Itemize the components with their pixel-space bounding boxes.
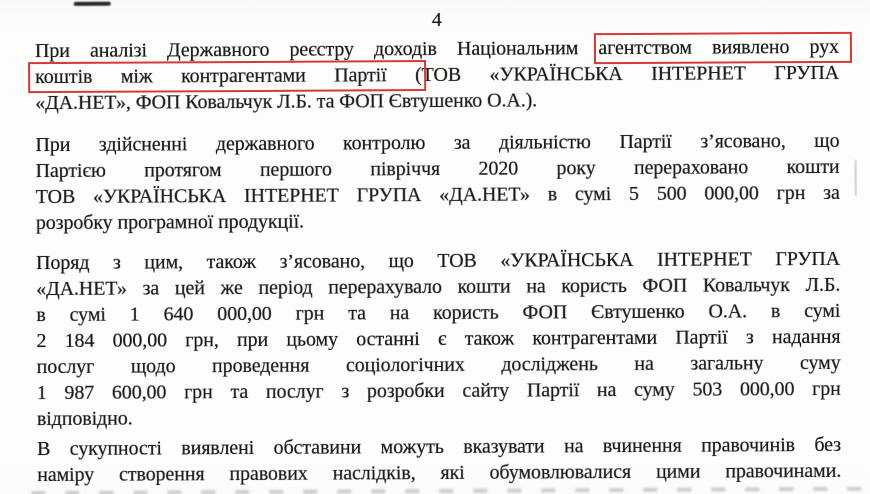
- text-run: «ДА.НЕТ», ФОП Ковальчук Л.Б. та ФОП Євтушенко О.А.).: [35, 89, 538, 115]
- page-number: 4: [431, 8, 442, 32]
- text-line: [35, 60, 839, 90]
- text-line: [36, 180, 840, 210]
- text-run: Поряд з цим, також з’ясовано, що ТОВ «УКРАЇНСЬКА ІНТЕРНЕТ ГРУПА: [36, 247, 841, 275]
- text-run: 1 987 600,00 грн та послуг з розробки сайту Партії на суму 503 000,00 грн: [36, 377, 841, 405]
- text-line: [36, 206, 840, 236]
- paragraph: [37, 432, 841, 488]
- text-line: [37, 458, 841, 488]
- text-run: 2 184 000,00 грн, при цьому останні є також контрагентами Партії з надання: [36, 325, 841, 353]
- text-run: коштів між контрагентами Партії (ТОВ «УКРАЇНСЬКА ІНТЕРНЕТ ГРУПА: [35, 61, 840, 89]
- text-run: в сумі 1 640 000,00 грн та на користь ФОП Євтушенко О.А. в сумі: [36, 299, 841, 327]
- text-run: Партією протягом першого півріччя 2020 року перераховано кошти: [35, 155, 840, 183]
- text-run: В сукупності виявлені обставини можуть вказувати на: [36, 435, 603, 461]
- text-run: При аналізі Державного реєстру доходів Національним агентством виявлено рух: [34, 35, 840, 63]
- scan-streak-right-edge: [855, 160, 857, 196]
- text-run: При здійсненні державного контролю за діяльністю Партії з’ясовано, що: [35, 129, 840, 157]
- document-text: [35, 34, 841, 488]
- paragraph: [36, 246, 841, 432]
- text-run: які обумовлювалися цими правочинами.: [415, 459, 842, 485]
- text-line: [37, 402, 841, 432]
- text-run: розробку програмної продукції.: [35, 210, 304, 235]
- highlighted-phrase: наміру створення правових наслідків,: [37, 462, 416, 487]
- highlighted-phrase: вчинення правочинів без: [602, 433, 842, 458]
- text-run: ТОВ «УКРАЇНСЬКА ІНТЕРНЕТ ГРУПА «ДА.НЕТ» в сумі 5 500 000,00 грн за: [35, 181, 840, 209]
- text-run: відповідно.: [36, 407, 133, 431]
- cutoff-next-line-top-edge: [31, 487, 861, 494]
- text-run: послуг щодо проведення соціологічних досліджень на загальну суму: [36, 351, 841, 379]
- paragraph: [35, 128, 840, 236]
- paragraph: [35, 34, 839, 116]
- text-line: [37, 376, 841, 406]
- scanner-smudge-top-left: [74, 2, 111, 6]
- artifact-container: [0, 0, 869, 2]
- text-line: [35, 86, 839, 116]
- text-run: «ДА.НЕТ» за цей же період перерахувало кошти на користь ФОП Ковальчук Л.Б.: [36, 273, 841, 301]
